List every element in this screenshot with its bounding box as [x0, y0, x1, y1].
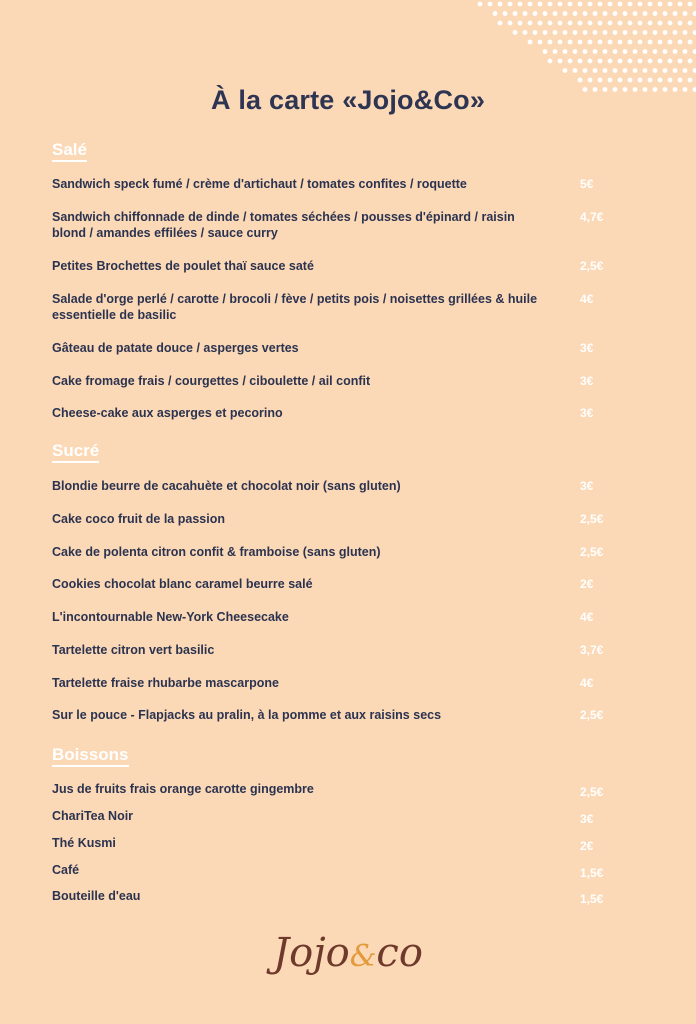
- item-name: Sur le pouce - Flapjacks au pralin, à la pomme et aux raisins secs: [52, 708, 442, 722]
- item-price: 4€: [580, 292, 594, 306]
- decoration-dot: [593, 11, 598, 16]
- item-name: Blondie beurre de cacahuète et chocolat noir (sans gluten): [52, 479, 401, 493]
- section-sale: [52, 140, 612, 162]
- item-price: 2,5€: [580, 545, 604, 559]
- item-name: Cake fromage frais / courgettes / ciboulette / ail confit: [52, 374, 371, 388]
- decoration-dot: [623, 68, 628, 73]
- decoration-dot: [543, 49, 548, 54]
- item-name: Cookies chocolat blanc caramel beurre salé: [52, 577, 313, 591]
- item-price: 2€: [580, 577, 594, 591]
- decoration-dot: [603, 11, 608, 16]
- decoration-dot: [523, 30, 528, 35]
- item-price: 1,5€: [580, 866, 604, 880]
- decoration-dot: [678, 40, 683, 45]
- decoration-dot: [508, 2, 513, 7]
- decoration-dot: [563, 30, 568, 35]
- decoration-dot: [658, 2, 663, 7]
- decoration-dot: [568, 21, 573, 26]
- decoration-dot: [688, 59, 693, 64]
- decoration-dot: [578, 40, 583, 45]
- item-price: 2,5€: [580, 708, 604, 722]
- decoration-dot: [588, 78, 593, 83]
- decoration-dot: [678, 21, 683, 26]
- decoration-dot: [538, 21, 543, 26]
- decoration-dot: [618, 59, 623, 64]
- decoration-dot: [668, 21, 673, 26]
- decoration-dot: [678, 78, 683, 83]
- decoration-dot: [543, 30, 548, 35]
- decoration-dot: [643, 49, 648, 54]
- decoration-dot: [533, 11, 538, 16]
- item-name: Cheese-cake aux asperges et pecorino: [52, 406, 283, 420]
- decoration-dot: [673, 49, 678, 54]
- decoration-dot: [588, 40, 593, 45]
- logo-ampersand: &: [349, 939, 377, 974]
- logo-text-co: co: [376, 930, 423, 976]
- decoration-dot: [608, 2, 613, 7]
- decoration-dot: [668, 40, 673, 45]
- decoration-dot: [618, 2, 623, 7]
- item-name: Salade d'orge perlé / carotte / brocoli / fève / petits pois / noisettes grillées & huile essentielle de basilic: [52, 292, 538, 322]
- decoration-dot: [573, 11, 578, 16]
- decoration-dot: [633, 30, 638, 35]
- decoration-dot: [688, 78, 693, 83]
- item-name: L'incontournable New-York Cheesecake: [52, 610, 289, 624]
- item-price: 2€: [580, 839, 594, 853]
- decoration-dot: [588, 2, 593, 7]
- decoration-dot: [573, 49, 578, 54]
- decoration-dot: [603, 30, 608, 35]
- decoration-dot: [678, 2, 683, 7]
- decoration-dot: [613, 68, 618, 73]
- item-name: Bouteille d'eau: [52, 889, 141, 903]
- decoration-dot: [643, 30, 648, 35]
- decoration-dot: [688, 2, 693, 7]
- decoration-dot: [653, 68, 658, 73]
- decoration-dot: [578, 78, 583, 83]
- item-name: Gâteau de patate douce / asperges vertes: [52, 341, 299, 355]
- decoration-dot: [558, 40, 563, 45]
- decoration-dot: [693, 30, 696, 35]
- decoration-dot: [528, 40, 533, 45]
- decoration-dot: [608, 78, 613, 83]
- decoration-dot: [633, 68, 638, 73]
- decoration-dot: [538, 2, 543, 7]
- item-price: 3€: [580, 812, 594, 826]
- decoration-dot: [558, 21, 563, 26]
- decoration-dot: [513, 11, 518, 16]
- section-title-sucre: Sucré: [52, 441, 99, 463]
- decoration-dot: [623, 49, 628, 54]
- decoration-dot: [613, 11, 618, 16]
- decoration-dot: [563, 11, 568, 16]
- item-price: 4€: [580, 676, 594, 690]
- item-price: 2,5€: [580, 259, 604, 273]
- item-name: Jus de fruits frais orange carotte gingembre: [52, 782, 314, 796]
- decoration-dot: [583, 68, 588, 73]
- decoration-dot: [613, 49, 618, 54]
- decoration-dot: [663, 30, 668, 35]
- decoration-dot: [648, 78, 653, 83]
- decoration-dot: [498, 2, 503, 7]
- decoration-dot: [573, 68, 578, 73]
- item-name: Cake coco fruit de la passion: [52, 512, 225, 526]
- decoration-dot: [578, 21, 583, 26]
- decoration-dot: [643, 11, 648, 16]
- decoration-dot: [628, 21, 633, 26]
- decoration-dot: [663, 68, 668, 73]
- decoration-dot: [683, 68, 688, 73]
- decoration-dot: [628, 78, 633, 83]
- decoration-dot: [683, 30, 688, 35]
- item-price: 4,7€: [580, 210, 604, 224]
- decoration-dot: [593, 68, 598, 73]
- decoration-dot: [623, 11, 628, 16]
- logo-text-jojo: Jojo: [273, 930, 350, 976]
- decoration-dot: [618, 40, 623, 45]
- decoration-dot: [598, 78, 603, 83]
- decoration-dot: [633, 11, 638, 16]
- decoration-dot: [688, 21, 693, 26]
- decoration-dot: [583, 49, 588, 54]
- decoration-dot: [548, 21, 553, 26]
- item-name: Petites Brochettes de poulet thaï sauce saté: [52, 259, 314, 273]
- decoration-dot: [643, 68, 648, 73]
- decoration-dot: [513, 30, 518, 35]
- decoration-dot: [638, 2, 643, 7]
- decoration-dot: [693, 68, 696, 73]
- decoration-dot: [533, 30, 538, 35]
- decoration-dot: [578, 2, 583, 7]
- decoration-dot: [563, 49, 568, 54]
- decoration-dot: [653, 49, 658, 54]
- decoration-dot: [648, 21, 653, 26]
- decoration-dot: [668, 78, 673, 83]
- item-name: Tartelette fraise rhubarbe mascarpone: [52, 676, 279, 690]
- jojo-co-logo: [0, 930, 696, 976]
- item-price: 3€: [580, 374, 594, 388]
- decoration-dot: [628, 40, 633, 45]
- decoration-dot: [543, 11, 548, 16]
- decoration-dot: [588, 59, 593, 64]
- item-name: ChariTea Noir: [52, 809, 134, 823]
- item-price: 3,7€: [580, 643, 604, 657]
- decoration-dot: [593, 30, 598, 35]
- item-price: 3€: [580, 341, 594, 355]
- decoration-dot: [638, 40, 643, 45]
- item-price: 4€: [580, 610, 594, 624]
- item-price: 2,5€: [580, 512, 604, 526]
- decoration-dot: [493, 11, 498, 16]
- decoration-dot: [523, 11, 528, 16]
- decoration-dot: [663, 11, 668, 16]
- decoration-dot: [653, 30, 658, 35]
- decoration-dot: [618, 21, 623, 26]
- section-boissons: [52, 745, 612, 767]
- decoration-dot: [638, 59, 643, 64]
- item-name: Sandwich chiffonnade de dinde / tomates séchées / pousses d'épinard / raisin blond / amandes effilées / sauce curry: [52, 210, 515, 240]
- decoration-dot: [648, 40, 653, 45]
- item-name: Café: [52, 863, 80, 877]
- decoration-dot: [548, 59, 553, 64]
- decoration-dot: [618, 78, 623, 83]
- decoration-dot: [598, 59, 603, 64]
- decoration-dot: [648, 59, 653, 64]
- decoration-dot: [548, 40, 553, 45]
- decoration-dot: [668, 59, 673, 64]
- decoration-dot: [568, 40, 573, 45]
- decoration-dot: [598, 40, 603, 45]
- decoration-dot: [603, 68, 608, 73]
- decoration-dot: [628, 59, 633, 64]
- decoration-dot: [498, 21, 503, 26]
- decoration-dot: [663, 49, 668, 54]
- decoration-dot: [598, 2, 603, 7]
- decoration-dot: [548, 2, 553, 7]
- decoration-dot: [608, 59, 613, 64]
- item-price: 1,5€: [580, 892, 604, 906]
- decoration-dot: [658, 40, 663, 45]
- decoration-dot: [508, 21, 513, 26]
- decoration-dot: [503, 11, 508, 16]
- decoration-dot: [598, 21, 603, 26]
- decoration-dot: [638, 21, 643, 26]
- decoration-dot: [553, 49, 558, 54]
- decoration-dot: [478, 2, 483, 7]
- decoration-dot: [553, 30, 558, 35]
- decoration-dot: [653, 11, 658, 16]
- decoration-dot: [568, 2, 573, 7]
- decoration-dot: [658, 59, 663, 64]
- decoration-dot: [528, 21, 533, 26]
- item-price: 2,5€: [580, 785, 604, 799]
- decoration-dot: [648, 2, 653, 7]
- decoration-dot: [538, 40, 543, 45]
- decoration-dot: [673, 30, 678, 35]
- decoration-dot: [668, 2, 673, 7]
- item-price: 3€: [580, 406, 594, 420]
- decoration-dot: [638, 78, 643, 83]
- decoration-dot: [688, 40, 693, 45]
- decoration-dot: [593, 49, 598, 54]
- decoration-dot: [558, 59, 563, 64]
- decoration-dot: [693, 11, 696, 16]
- decoration-dot: [578, 59, 583, 64]
- decoration-dot: [603, 49, 608, 54]
- decoration-dot: [558, 2, 563, 7]
- decoration-dot: [573, 30, 578, 35]
- decoration-dot: [658, 21, 663, 26]
- decoration-dot: [623, 30, 628, 35]
- item-price: 3€: [580, 479, 594, 493]
- section-sucre: [52, 441, 612, 463]
- item-name: Thé Kusmi: [52, 836, 116, 850]
- decoration-dot: [588, 21, 593, 26]
- decoration-dot: [568, 59, 573, 64]
- decoration-dot: [608, 40, 613, 45]
- decoration-dot: [518, 21, 523, 26]
- decoration-dot: [683, 49, 688, 54]
- item-name: Tartelette citron vert basilic: [52, 643, 215, 657]
- section-title-boissons: Boissons: [52, 745, 129, 767]
- decoration-dot: [583, 11, 588, 16]
- decoration-dot: [673, 68, 678, 73]
- decoration-dot: [583, 30, 588, 35]
- item-price: 5€: [580, 177, 594, 191]
- item-name: Sandwich speck fumé / crème d'artichaut / tomates confites / roquette: [52, 177, 467, 191]
- item-name: Cake de polenta citron confit & framboise (sans gluten): [52, 545, 381, 559]
- section-title-sale: Salé: [52, 140, 87, 162]
- decoration-dot: [628, 2, 633, 7]
- decoration-dot: [553, 11, 558, 16]
- decoration-dot: [633, 49, 638, 54]
- decoration-dot: [518, 2, 523, 7]
- decoration-dot: [613, 30, 618, 35]
- decoration-dot: [528, 2, 533, 7]
- decoration-dot: [673, 11, 678, 16]
- decoration-dot: [563, 68, 568, 73]
- decoration-dot: [608, 21, 613, 26]
- decoration-dot: [488, 2, 493, 7]
- decoration-dot: [658, 78, 663, 83]
- page-title: À la carte «Jojo&Co»: [210, 85, 486, 115]
- decoration-dot: [678, 59, 683, 64]
- decoration-dot: [683, 11, 688, 16]
- decoration-dot: [693, 49, 696, 54]
